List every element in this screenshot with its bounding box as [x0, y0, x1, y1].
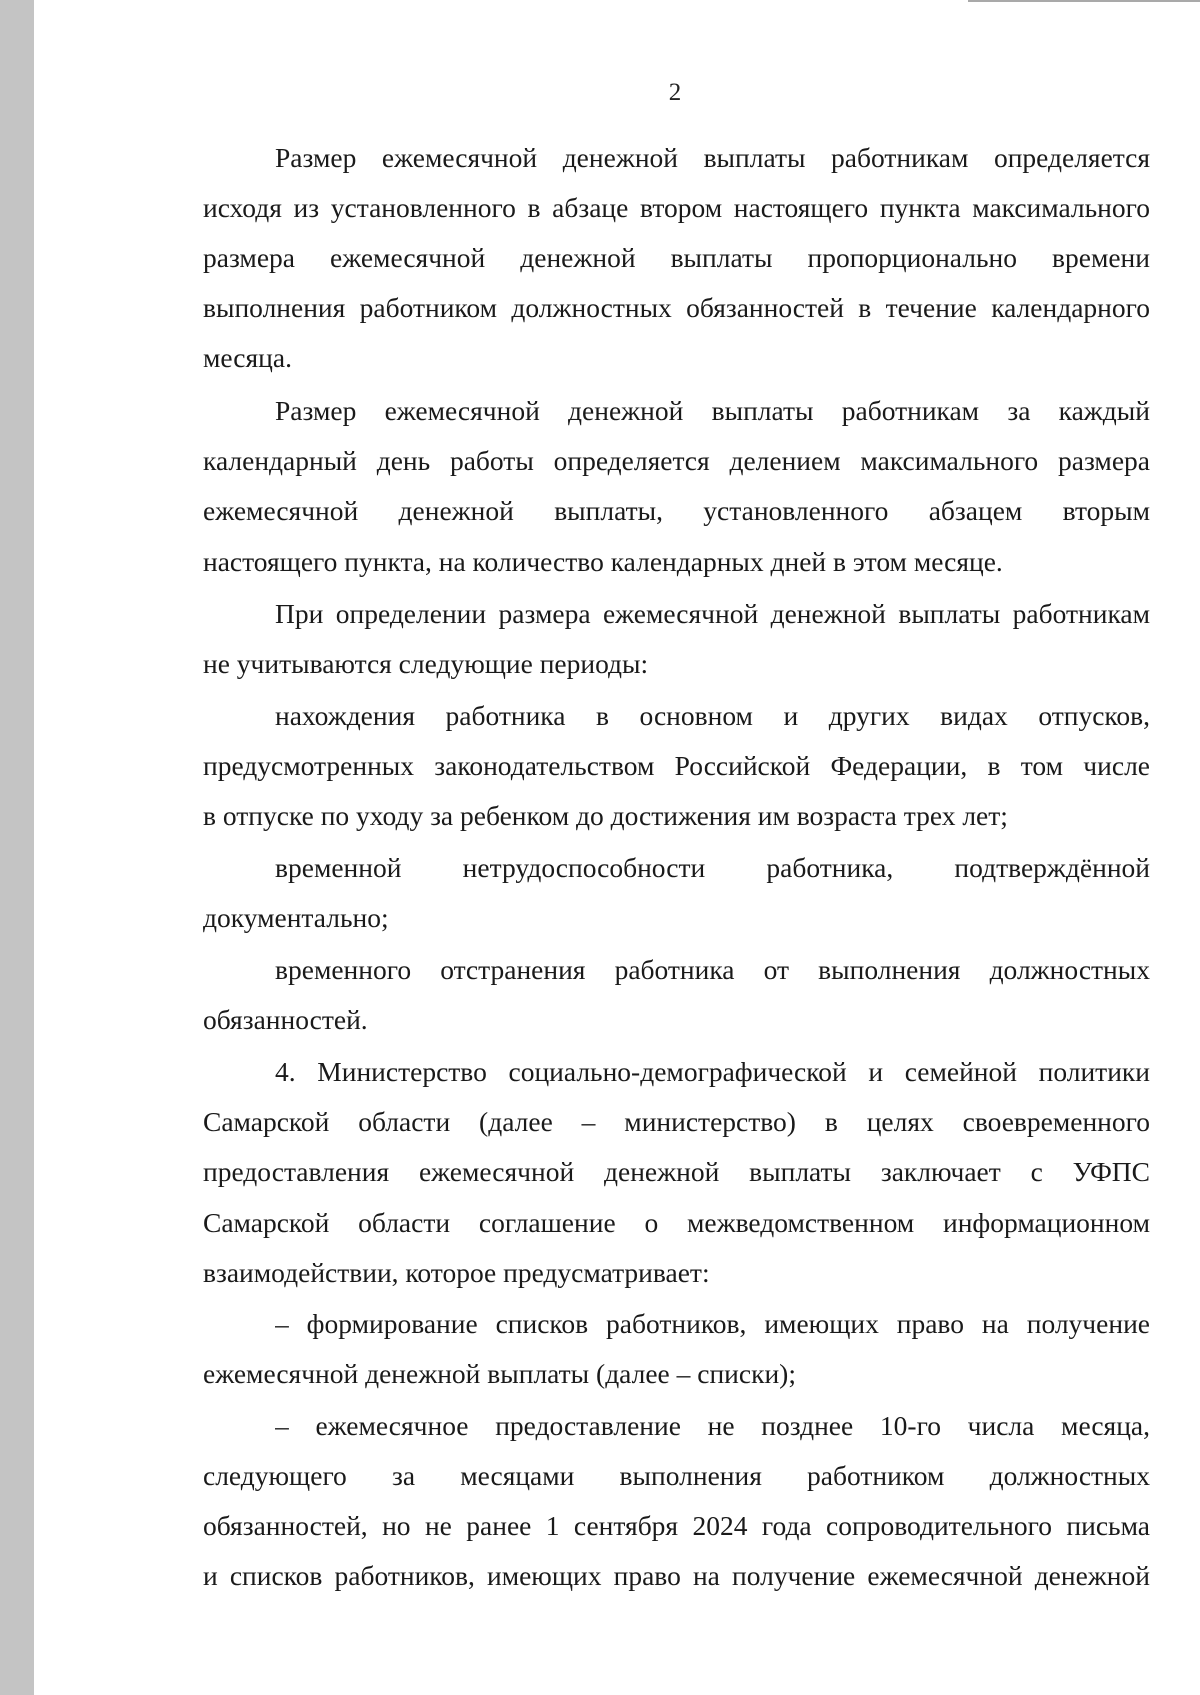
paragraph-2-line-1: Размер ежемесячной денежной выплаты работникам за каждый — [275, 395, 1150, 426]
paragraph-9-line-3: обязанностей, но не ранее 1 сентября 2024 года сопроводительного письма — [203, 1510, 1150, 1541]
scan-left-edge — [0, 0, 34, 1695]
paragraph-4-line-1: нахождения работника в основном и других видах отпусков, — [275, 700, 1150, 731]
scan-top-mark — [968, 0, 1200, 2]
paragraph-7-line-4: Самарской области соглашение о межведомственном информационном — [203, 1207, 1150, 1238]
page-number: 2 — [668, 79, 682, 106]
paragraph-7-line-3: предоставления ежемесячной денежной выплаты заключает с УФПС — [203, 1156, 1150, 1187]
paragraph-7-line-5: взаимодействии, которое предусматривает: — [203, 1257, 710, 1288]
paragraph-3-line-2: не учитываются следующие периоды: — [203, 648, 649, 679]
paragraph-5-line-2: документально; — [203, 902, 389, 933]
paragraph-4-line-3: в отпуске по уходу за ребенком до достижения им возраста трех лет; — [203, 800, 1008, 831]
paragraph-6-line-2: обязанностей. — [203, 1004, 368, 1035]
paragraph-2-line-4: настоящего пункта, на количество календарных дней в этом месяце. — [203, 546, 1003, 577]
paragraph-8-line-2: ежемесячной денежной выплаты (далее – списки); — [203, 1358, 796, 1389]
paragraph-3-line-1: При определении размера ежемесячной денежной выплаты работникам — [275, 598, 1150, 629]
paragraph-2-line-2: календарный день работы определяется делением максимального размера — [203, 445, 1150, 476]
paragraph-4-line-2: предусмотренных законодательством Российской Федерации, в том числе — [203, 750, 1150, 781]
paragraph-2-line-3: ежемесячной денежной выплаты, установленного абзацем вторым — [203, 495, 1150, 526]
paragraph-1-line-3: размера ежемесячной денежной выплаты пропорционально времени — [203, 242, 1150, 273]
paragraph-9-line-1: – ежемесячное предоставление не позднее 10-го числа месяца, — [275, 1410, 1150, 1441]
paragraph-9-line-2: следующего за месяцами выполнения работником должностных — [203, 1460, 1150, 1491]
paragraph-6-line-1: временного отстранения работника от выполнения должностных — [275, 954, 1150, 985]
paragraph-7-line-2: Самарской области (далее – министерство) в целях своевременного — [203, 1106, 1150, 1137]
paragraph-1-line-4: выполнения работником должностных обязанностей в течение календарного — [203, 292, 1150, 323]
paragraph-1-line-1: Размер ежемесячной денежной выплаты работникам определяется — [275, 142, 1150, 173]
paragraph-1-line-5: месяца. — [203, 342, 292, 373]
paragraph-1-line-2: исходя из установленного в абзаце втором настоящего пункта максимального — [203, 192, 1150, 223]
paragraph-8-line-1: – формирование списков работников, имеющих право на получение — [275, 1308, 1150, 1339]
paragraph-5-line-1: временной нетрудоспособности работника, подтверждённой — [275, 852, 1150, 883]
paragraph-7-line-1: 4. Министерство социально-демографической и семейной политики — [275, 1056, 1150, 1087]
paragraph-9-line-4: и списков работников, имеющих право на получение ежемесячной денежной — [203, 1560, 1150, 1591]
